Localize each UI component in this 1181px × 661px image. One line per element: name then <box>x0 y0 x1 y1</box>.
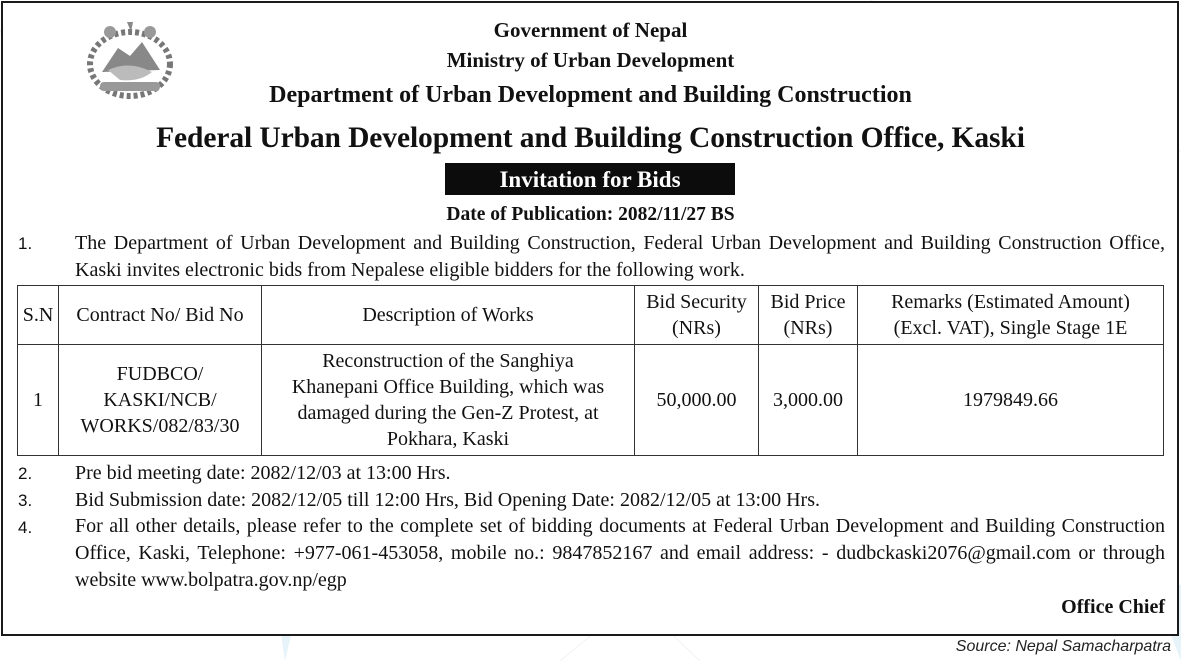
office-heading: Federal Urban Development and Building Construction Office, Kaski <box>156 122 1025 154</box>
point-text: Bid Submission date: 2082/12/05 till 12:00 Hrs, Bid Opening Date: 2082/12/05 at 13:00 Hrs. <box>75 489 820 511</box>
signatory: Office Chief <box>1061 596 1165 618</box>
table-row <box>18 345 1164 456</box>
col-header-remarks: Remarks (Estimated Amount) (Excl. VAT), Single Stage 1E <box>858 286 1164 345</box>
source-credit: Source: Nepal Samacharpatra <box>955 638 1171 655</box>
point-text: Pre bid meeting date: 2082/12/03 at 13:00 Hrs. <box>75 462 451 484</box>
notice-title-banner: Invitation for Bids <box>445 163 735 195</box>
cell-contract: FUDBCO/ KASKI/NCB/ WORKS/082/83/30 <box>59 345 262 456</box>
table-header-row <box>18 286 1164 345</box>
col-header-contract: Contract No/ Bid No <box>59 286 262 345</box>
department-heading: Department of Urban Development and Building Construction <box>269 82 912 108</box>
cell-bid-price: 3,000.00 <box>759 345 858 456</box>
government-heading: Government of Nepal <box>493 18 688 42</box>
bids-table <box>17 285 1164 456</box>
point-number: 3. <box>18 491 33 510</box>
cell-bid-security: 50,000.00 <box>635 345 759 456</box>
point-text: For all other details, please refer to the complete set of bidding documents at Federal Urban Development and Building Construction Office, Kaski, Telephone: +977-061-453058, mobile no.: 9847852167 and email address: - dudbckaski2076@gmail.com or through website www.bolpatra.gov.np/egp <box>75 515 1165 591</box>
cell-remarks: 1979849.66 <box>858 345 1164 456</box>
cell-description: Reconstruction of the Sanghiya Khanepani Office Building, which was damaged during the Gen-Z Protest, at Pokhara, Kaski <box>262 345 635 456</box>
col-header-description: Description of Works <box>262 286 635 345</box>
col-header-sn: S.N <box>18 286 59 345</box>
point-number: 2. <box>18 464 33 483</box>
point-text: The Department of Urban Development and Building Construction, Federal Urban Development and Building Construction Office, Kaski invites electronic bids from Nepalese eligible bidders for the following work. <box>75 232 1165 281</box>
col-header-bid-price: Bid Price (NRs) <box>759 286 858 345</box>
ministry-heading: Ministry of Urban Development <box>446 48 735 72</box>
point-number: 1. <box>18 234 33 253</box>
cell-sn: 1 <box>18 345 59 456</box>
point-number: 4. <box>18 518 33 537</box>
publication-date: Date of Publication: 2082/11/27 BS <box>446 204 735 225</box>
col-header-bid-security: Bid Security (NRs) <box>635 286 759 345</box>
